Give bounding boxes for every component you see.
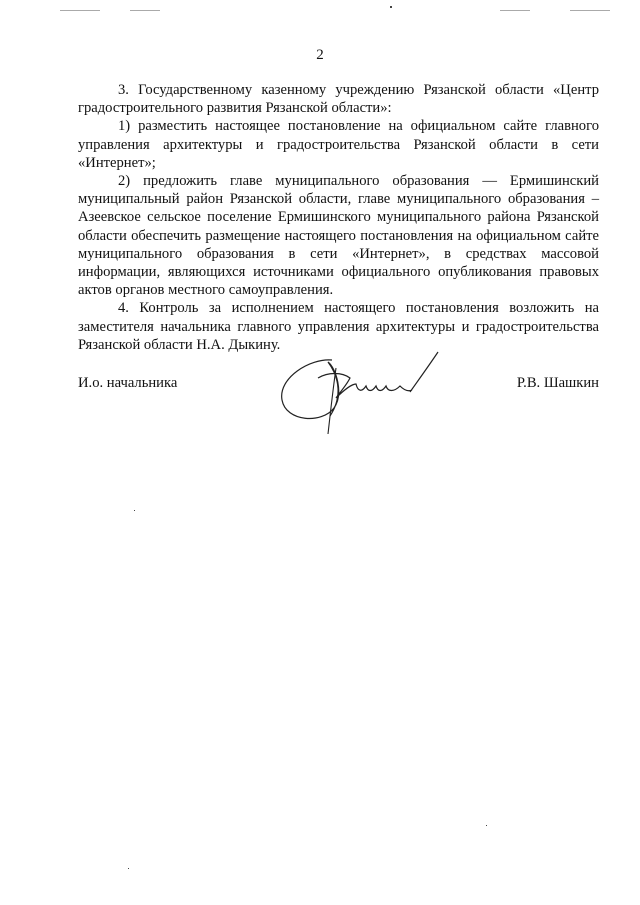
paragraph-item-4: 4. Контроль за исполнением настоящего постановления возложить на заместителя начальника главного управления архитектуры и градостроительства Рязанской области Н.А. Дыкину. xyxy=(78,300,599,353)
signature-block xyxy=(78,375,599,395)
scan-speck xyxy=(134,510,135,511)
scan-speck xyxy=(390,6,392,8)
scan-artifact xyxy=(130,10,160,11)
document-body xyxy=(78,81,599,354)
scan-speck xyxy=(486,825,487,826)
scan-artifact xyxy=(500,10,530,11)
paragraph-item-3: 3. Государственному казенному учреждению Рязанской области «Центр градостроительного развития Рязанской области»: xyxy=(78,82,599,117)
paragraph-subitem-1: 1) разместить настоящее постановление на официальном сайте главного управления архитектуры и градостроительства Рязанской области в сети «Интернет»; xyxy=(78,118,599,171)
signatory-name: Р.В. Шашкин xyxy=(516,375,599,391)
signatory-position: И.о. начальника xyxy=(78,375,178,391)
paragraph-subitem-2: 2) предложить главе муниципального образования — Ермишинский муниципальный район Рязанской области, главе муниципального образования – Азеевское сельское поселение Ермишинского муниципального района Рязанской области обеспечить размещение настоящего постановления на официальном сайте муниципального образования в сети «Интернет», в средствах массовой информации, являющихся источниками официального опубликования правовых актов органов местного самоуправления. xyxy=(78,173,599,299)
scan-artifact xyxy=(570,10,610,11)
page-number: 2 xyxy=(316,47,324,63)
scan-artifact xyxy=(60,10,100,11)
scan-speck xyxy=(128,868,129,869)
